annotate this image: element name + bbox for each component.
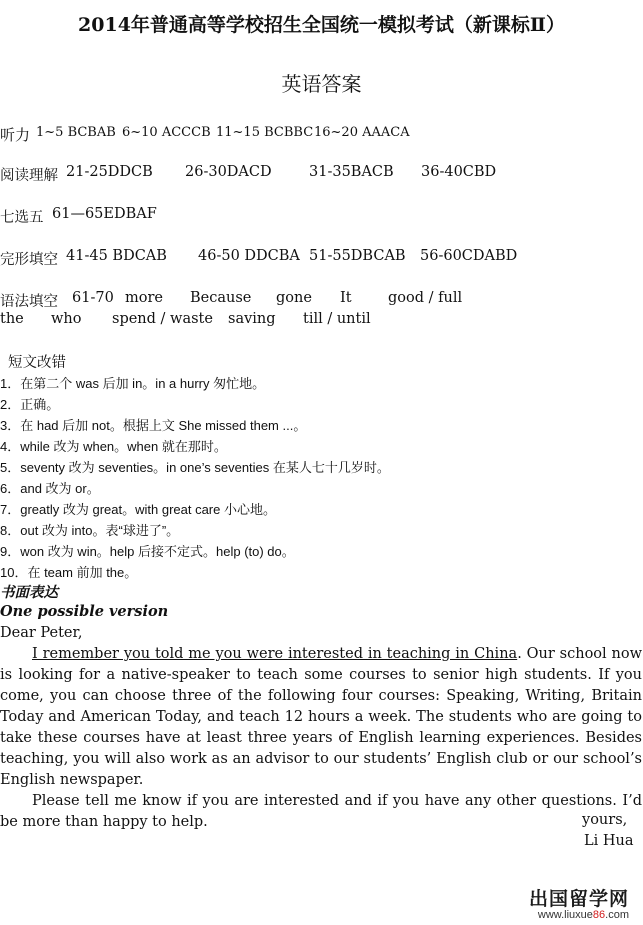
correction-item-6: 6．and 改为 or。 — [0, 481, 100, 496]
grammar-answer-61: more — [125, 290, 163, 306]
listening-answer-1: 1~5 BCBAB — [36, 125, 116, 140]
correction-item-4: 4．while 改为 when。when 就在那时。 — [0, 439, 227, 454]
grammar-answer-69: saving — [228, 311, 276, 327]
reading-answer-1: 21-25DDCB — [66, 164, 153, 180]
listening-answer-3: 11~15 BCBBC — [216, 125, 314, 140]
listening-label: 听力 — [0, 126, 31, 144]
grammar-range: 61-70 — [72, 290, 114, 306]
grammar-answer-62: Because — [190, 290, 252, 306]
site-watermark — [529, 884, 629, 921]
essay-paragraph-2: Please tell me know if you are interested and if you have any other questions. I’d be more than happy to help. — [0, 793, 642, 830]
cloze-label: 完形填空 — [0, 252, 58, 268]
page-subtitle: 英语答案 — [281, 72, 362, 96]
grammar-label: 语法填空 — [0, 294, 58, 310]
writing-heading: 书面表达 — [0, 584, 58, 601]
essay-underlined-sentence: I remember you told me you were interested in teaching in China — [32, 646, 518, 662]
watermark-url — [529, 909, 629, 921]
listening-answer-2: 6~10 ACCCB — [122, 125, 211, 140]
correction-item-10: 10．在 team 前加 the。 — [0, 565, 138, 580]
watermark-cn: 出国留学网 — [528, 889, 629, 910]
cloze-answer-3: 51-55DBCAB — [309, 248, 406, 264]
grammar-answer-65: good / full — [388, 290, 463, 306]
page-title: 2014年普通高等学校招生全国统一模拟考试（新课标Ⅱ） — [78, 14, 565, 36]
grammar-answer-68: spend / waste — [112, 311, 213, 327]
correction-item-9: 9．won 改为 win。help 后接不定式。help (to) do。 — [0, 544, 295, 559]
signature: Li Hua — [584, 833, 634, 849]
correction-item-2: 2．正确。 — [0, 397, 60, 412]
reading-answer-4: 36-40CBD — [421, 164, 497, 180]
correction-heading: 短文改错 — [8, 355, 66, 371]
seven-five-label: 七选五 — [0, 210, 44, 226]
correction-item-7: 7．greatly 改为 great。with great care 小心地。 — [0, 502, 276, 517]
correction-item-1: 1．在第二个 was 后加 in。in a hurry 匆忙地。 — [0, 376, 266, 391]
essay-paragraph-1 — [0, 644, 642, 791]
listening-answer-4: 16~20 AAACA — [314, 125, 410, 140]
closing: yours, — [582, 812, 628, 828]
reading-answer-3: 31-35BACB — [309, 164, 394, 180]
grammar-answer-64: It — [340, 290, 352, 306]
grammar-answer-70: till / until — [303, 311, 371, 327]
salutation: Dear Peter, — [0, 625, 83, 641]
cloze-answer-2: 46-50 DDCBA — [198, 248, 300, 264]
reading-answer-2: 26-30DACD — [185, 164, 272, 180]
cloze-answer-4: 56-60CDABD — [420, 248, 518, 264]
watermark-url-red: 86 — [592, 909, 606, 921]
version-label: One possible version — [0, 603, 169, 620]
watermark-url-prefix: www.liuxue — [537, 909, 593, 921]
correction-item-5: 5．seventy 改为 seventies。in one’s seventies 在某人七十几岁时。 — [0, 460, 390, 475]
correction-item-3: 3．在 had 后加 not。根据上文 She missed them ...。 — [0, 418, 307, 433]
grammar-answer-67: who — [51, 311, 82, 327]
grammar-answer-63: gone — [276, 290, 312, 306]
reading-label: 阅读理解 — [0, 168, 58, 184]
essay-paragraph-1-rest: . Our school now is looking for a native-speaker to teach some courses to senior high students. If you come, you can choose three of the following four courses: Speaking, Writing, Britain Today and American Today, and teach 12 hours a week. The students who are going to take these courses have at least three years of English learning experiences. Besides teaching, you will also work as an advisor to our students’ English club or our school’s English newspaper. — [0, 646, 643, 788]
watermark-url-suffix: .com — [605, 909, 629, 921]
cloze-answer-1: 41-45 BDCAB — [66, 248, 167, 264]
grammar-answer-66: the — [0, 311, 24, 327]
seven-five-answer: 61—65EDBAF — [52, 206, 157, 222]
essay-body — [0, 644, 642, 833]
correction-item-8: 8．out 改为 into。表“球进了”。 — [0, 523, 180, 538]
